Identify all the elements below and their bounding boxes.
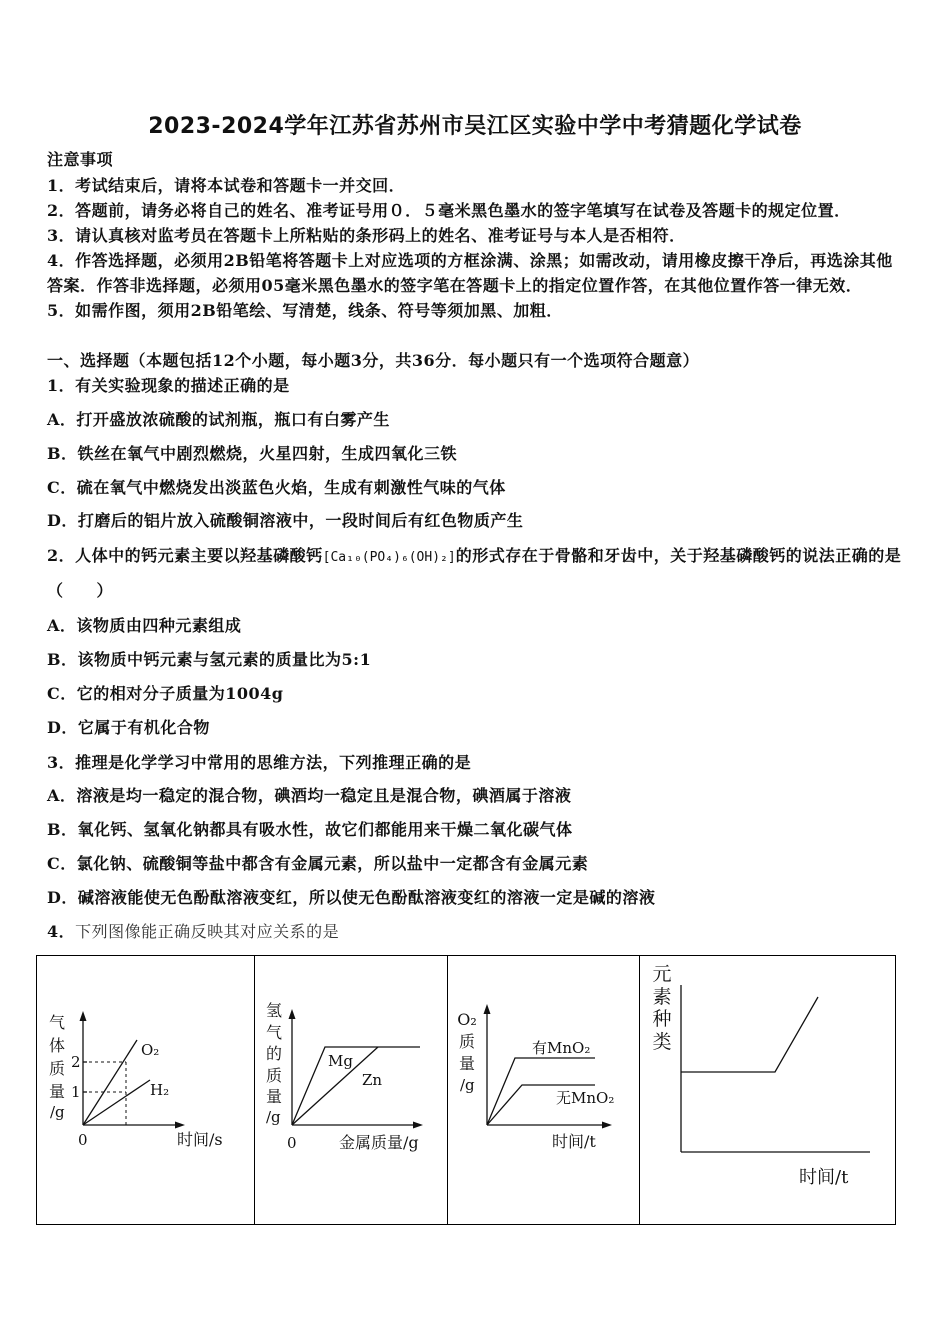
question-2-option-c: C．它的相对分子质量为1004g (47, 684, 284, 703)
graph-1-o2-label: O₂ (141, 1041, 160, 1059)
graph-2-x-label: 金属质量/g (339, 1133, 419, 1152)
question-3-option-a: A．溶液是均一稳定的混合物，碘酒均一稳定且是混合物，碘酒属于溶液 (47, 786, 572, 805)
question-4-stem (47, 922, 339, 942)
graph-1-tick-label-2: 2 (71, 1053, 81, 1071)
graph-1-x-arrow (175, 1122, 185, 1129)
graph-3-y-unit: /g (460, 1076, 475, 1094)
graph-2-y-label: 氢气的质量 (265, 1001, 282, 1107)
question-2-option-d: D．它属于有机化合物 (47, 718, 210, 737)
question-2-stem-after: 的形式存在于骨骼和牙齿中，关于羟基磷酸钙的说法正确的是 (455, 546, 902, 565)
graph-1-h2-label: H₂ (150, 1081, 170, 1099)
graph-1-h2-line (83, 1080, 150, 1125)
question-4-number: 4． (47, 922, 76, 941)
note-line: 答案．作答非选择题，必须用05毫米黑色墨水的签字笔在答题卡上的指定位置作答，在其他位置作答一律无效． (47, 276, 863, 295)
graph-2-y-unit: /g (266, 1108, 281, 1126)
page-title: 2023-2024学年江苏省苏州市吴江区实验中学中考猜题化学试卷 (148, 114, 802, 139)
note-line: 2．答题前，请务必将自己的姓名、准考证号用０．５毫米黑色墨水的签字笔填写在试卷及答题卡的规定位置． (47, 201, 851, 220)
question-2-stem (47, 546, 901, 568)
graph-2-x-arrow (413, 1122, 423, 1129)
question-2-option-b: B．该物质中钙元素与氢元素的质量比为5:1 (47, 650, 372, 669)
question-2-stem-before: 2．人体中的钙元素主要以羟基磷酸钙 (47, 546, 323, 565)
section-heading: 一、选择题（本题包括12个小题，每小题3分，共36分．每小题只有一个选项符合题意） (47, 351, 700, 370)
chemical-formula: [Ca₁₀(PO₄)₆(OH)₂] (322, 550, 456, 565)
note-line: 4．作答选择题，必须用2B铅笔将答题卡上对应选项的方框涂满、涂黑；如需改动，请用橡皮擦干净后，再选涂其他 (47, 251, 893, 270)
question-3-option-b: B．氧化钙、氢氧化钠都具有吸水性，故它们都能用来干燥二氧化碳气体 (47, 820, 573, 839)
graph-3-x-label: 时间/t (552, 1132, 596, 1151)
graph-3 (484, 1004, 615, 1151)
graph-4-x-label: 时间/t (799, 1167, 849, 1188)
question-2-option-a: A．该物质由四种元素组成 (47, 616, 242, 635)
graph-1-tick-label-1: 1 (71, 1083, 81, 1101)
graph-3-x-arrow (602, 1122, 612, 1129)
graph-4-element-types-line (681, 997, 818, 1072)
graph-3-y-arrow (484, 1004, 491, 1014)
graph-2-zn-label: Zn (362, 1071, 383, 1089)
note-line: 5．如需作图，须用2B铅笔绘、写清楚，线条、符号等须加黑、加粗． (47, 301, 563, 320)
graph-3-with-mno2-label: 有MnO₂ (532, 1039, 591, 1057)
graph-2-mg-label: Mg (328, 1052, 353, 1070)
graph-3-y-label: O₂质量 (457, 1010, 477, 1073)
question-1-option-d: D．打磨后的铝片放入硫酸铜溶液中，一段时间后有红色物质产生 (47, 511, 524, 530)
graph-2-y-arrow (289, 1009, 296, 1019)
graph-4 (681, 985, 870, 1188)
question-1-stem: 1．有关实验现象的描述正确的是 (47, 376, 290, 395)
question-3-option-d: D．碱溶液能使无色酚酞溶液变红，所以使无色酚酞溶液变红的溶液一定是碱的溶液 (47, 888, 656, 907)
graph-2 (287, 1009, 423, 1152)
graph-2-origin-label: 0 (287, 1134, 297, 1152)
graph-1-y-unit: /g (50, 1103, 65, 1121)
graph-1-y-arrow (80, 1011, 87, 1021)
question-4-text: 下列图像能正确反映其对应关系的是 (75, 922, 340, 941)
question-1-option-c: C．硫在氧气中燃烧发出淡蓝色火焰，生成有刺激性气味的气体 (47, 478, 506, 497)
graph-1-x-label: 时间/s (177, 1130, 223, 1149)
note-line: 1．考试结束后，请将本试卷和答题卡一并交回． (47, 176, 406, 195)
question-3-option-c: C．氯化钠、硫酸铜等盐中都含有金属元素，所以盐中一定都含有金属元素 (47, 854, 589, 873)
graph-3-without-mno2-label: 无MnO₂ (556, 1089, 615, 1107)
graph-1-o2-line (83, 1040, 137, 1125)
question-1-option-a: A．打开盛放浓硫酸的试剂瓶，瓶口有白雾产生 (47, 410, 390, 429)
graph-1-origin-label: 0 (78, 1131, 88, 1149)
question-1-option-b: B．铁丝在氧气中剧烈燃烧，火星四射，生成四氧化三铁 (47, 444, 458, 463)
graph-1-y-label: 气体质量 (48, 1013, 65, 1101)
answer-parentheses: （ ） (47, 581, 114, 600)
question-3-stem: 3．推理是化学学习中常用的思维方法，下列推理正确的是 (47, 753, 472, 772)
note-line: 3．请认真核对监考员在答题卡上所粘贴的条形码上的姓名、准考证号与本人是否相符． (47, 226, 686, 245)
notes-heading: 注意事项 (47, 150, 114, 169)
graph-2-mg-line (292, 1047, 420, 1125)
graph-4-y-label: 元素种类 (652, 963, 672, 1053)
graph-1 (71, 1011, 223, 1149)
